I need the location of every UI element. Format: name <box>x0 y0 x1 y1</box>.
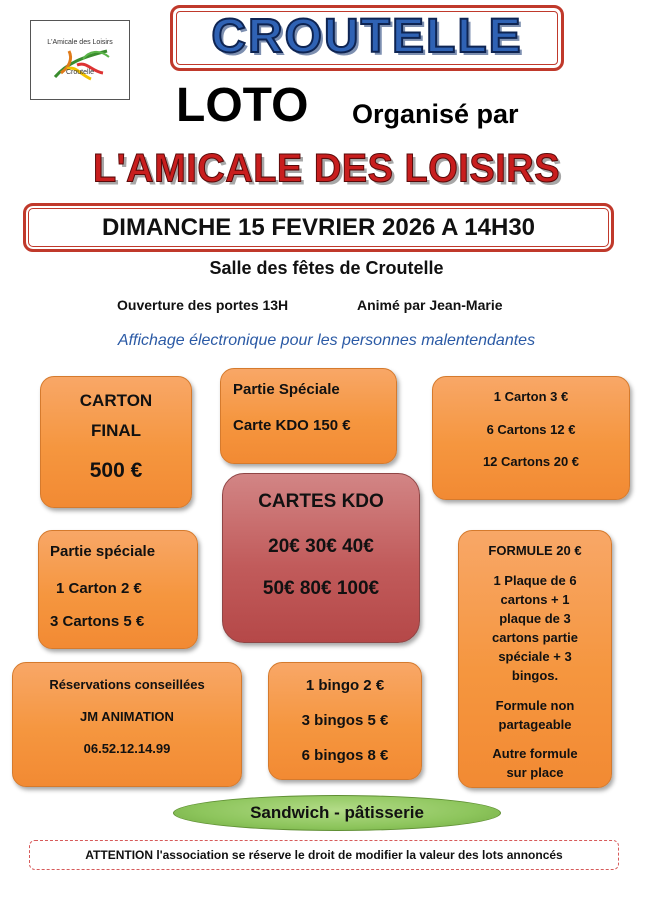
bingo-line-2: 3 bingos 5 € <box>301 712 389 729</box>
cartes-kdo-row2: 50€ 80€ 100€ <box>262 578 380 599</box>
formule-other-1: Autre formule <box>492 746 578 761</box>
logo-arc-text: L'Amicale des Loisirs <box>47 39 113 46</box>
formule-detail-6: bingos. <box>511 668 559 683</box>
carton-final-line1: CARTON <box>79 391 153 410</box>
reservations-box <box>12 662 242 787</box>
bingo-box <box>268 662 422 780</box>
formule-title: FORMULE 20 € <box>488 543 582 558</box>
partie-speciale-price-box <box>38 530 198 649</box>
reservations-name: JM ANIMATION <box>80 709 174 724</box>
display-note: Affichage électronique pour les personnes malentendantes <box>117 332 536 349</box>
price-line-1: 1 Carton 3 € <box>493 389 569 404</box>
formule-detail-5: spéciale + 3 <box>498 649 572 664</box>
amicale-logo <box>30 20 130 100</box>
carton-final-box <box>40 376 192 508</box>
formule-note-2: partageable <box>498 717 572 732</box>
town-title: CROUTELLE <box>211 10 523 63</box>
attention-text: l'association se réserve le droit de modifier la valeur des lots annoncés <box>153 848 563 862</box>
carton-prices-box <box>432 376 630 500</box>
formule-box <box>458 530 612 788</box>
partie-speciale-kdo-title: Partie Spéciale <box>233 381 340 398</box>
cartes-kdo-box <box>222 473 420 643</box>
organised-by-label: Organisé par <box>352 99 519 129</box>
venue-text: Salle des fêtes de Croutelle <box>209 258 444 278</box>
carton-final-line2: FINAL <box>90 421 142 440</box>
partie-speciale-price-2: 3 Cartons 5 € <box>50 613 145 630</box>
partie-speciale-title: Partie spéciale <box>50 543 156 560</box>
price-line-3: 12 Cartons 20 € <box>482 454 580 469</box>
partie-speciale-price-1: 1 Carton 2 € <box>56 580 142 597</box>
reservations-phone: 06.52.12.14.99 <box>83 741 171 756</box>
attention-notice <box>29 840 619 870</box>
formule-other-2: sur place <box>506 765 564 780</box>
doors-open-text: Ouverture des portes 13H <box>117 297 289 313</box>
formule-note-1: Formule non <box>495 698 575 713</box>
food-text: Sandwich - pâtisserie <box>250 803 424 822</box>
event-title: LOTO <box>176 79 309 132</box>
partie-speciale-kdo-box <box>220 368 397 464</box>
reservations-title: Réservations conseillées <box>49 677 205 692</box>
logo-town-text: Croutelle <box>65 69 94 76</box>
formule-detail-4: cartons partie <box>492 630 578 645</box>
organizer-title: L'AMICALE DES LOISIRS <box>92 146 561 192</box>
partie-speciale-kdo-line: Carte KDO 150 € <box>233 417 351 434</box>
event-date: DIMANCHE 15 FEVRIER 2026 A 14H30 <box>101 214 536 241</box>
carton-final-prize: 500 € <box>89 459 143 482</box>
cartes-kdo-row1: 20€ 30€ 40€ <box>268 536 374 557</box>
cartes-kdo-title: CARTES KDO <box>258 491 384 512</box>
formule-detail-3: plaque de 3 <box>499 611 571 626</box>
formule-detail-1: 1 Plaque de 6 <box>493 573 577 588</box>
leaf-icon <box>47 43 115 83</box>
formule-detail-2: cartons + 1 <box>500 592 570 607</box>
bingo-line-1: 1 bingo 2 € <box>305 677 385 694</box>
bingo-line-3: 6 bingos 8 € <box>301 747 389 764</box>
attention-label: ATTENTION <box>85 848 154 862</box>
host-text: Animé par Jean-Marie <box>357 297 503 313</box>
price-line-2: 6 Cartons 12 € <box>486 422 576 437</box>
